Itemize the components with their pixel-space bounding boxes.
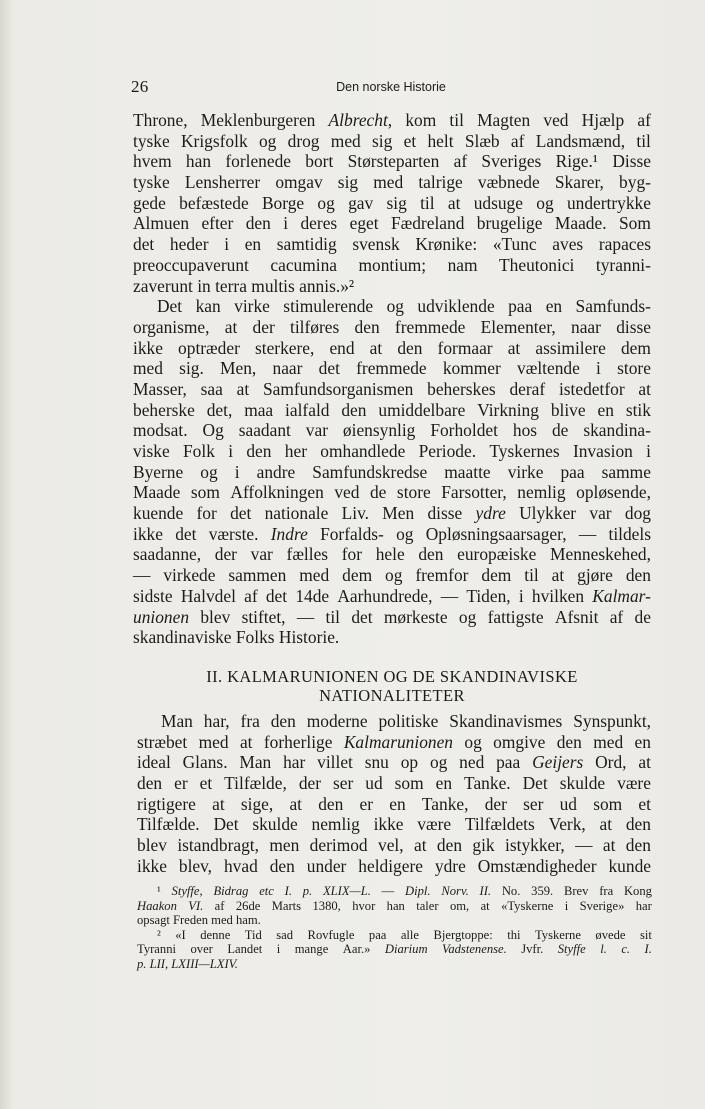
text-line: blev istandbragt, men derimod vel, at den gik istykker, — at den (137, 835, 651, 856)
footnote-line: Haakon VI. af 26de Marts 1380, hvor han taler om, at «Tyskerne i Sverige» har (137, 898, 652, 913)
text-line: med sig. Men, naar det fremmede kommer væltende i store (133, 358, 651, 379)
text-line: tyske Krigsfolk og drog med sig et helt Slæb af Landsmænd, til (133, 130, 651, 151)
text-line: beherske det, maa ialfald den umiddelbare Virkning blive en stik (133, 399, 651, 420)
text-line: den er et Tilfælde, der ser ud som en Tanke. Det skulde være (137, 773, 651, 794)
text-line: skandinaviske Folks Historie. (133, 627, 340, 648)
footnote-line: ² «I denne Tid sad Rovfugle paa alle Bjergtoppe: thi Tyskerne øvede sit (157, 927, 652, 942)
text-line: kuende for det nationale Liv. Men disse ydre Ulykker var dog (133, 503, 651, 524)
text-line: stræbet med at forherlige Kalmarunionen og omgive den med en (137, 731, 651, 752)
text-line: hvem han forlenede bort Størsteparten af Sveriges Rige.¹ Disse (133, 151, 651, 172)
text-line: sidste Halvdel af det 14de Aarhundrede, — Tiden, i hvilken Kalmar- (133, 585, 651, 606)
text-line: rigtigere at sige, at den er en Tanke, der ser ud som et (137, 793, 651, 814)
text-line: Byerne og i andre Samfundskredse maatte virke paa samme (133, 461, 651, 482)
text-line: zaverunt in terra multis annis.»² (133, 275, 355, 296)
text-line: ideal Glans. Man har villet snu op og ned paa Geijers Ord, at (137, 752, 651, 773)
text-line: Man har, fra den moderne politiske Skandinavismes Synspunkt, (161, 711, 651, 731)
text-line: viske Folk i den her omhandlede Periode. Tyskernes Invasion i (133, 441, 651, 461)
text-line: Maade som Affolkningen ved de store Farsotter, nemlig opløsende, (133, 482, 651, 503)
running-title: Den norske Historie (336, 80, 446, 94)
text-line: organisme, at der tilføres den fremmede Elementer, naar disse (133, 316, 651, 337)
text-line: Tilfælde. Det skulde nemlig ikke være Tilfældets Verk, at den (137, 814, 651, 835)
text-line: gede befæstede Borge og gav sig til at udsuge og undertrykke (133, 192, 651, 213)
page-header (131, 77, 651, 99)
section-two-text (137, 711, 651, 877)
chapter-heading-line-1: II. KALMARUNIONEN OG DE SKANDINAVISKE (206, 667, 578, 686)
text-line: Det kan virke stimulerende og udviklende paa en Samfunds- (157, 296, 651, 317)
text-line: Throne, Meklenburgeren Albrecht, kom til Magten ved Hjælp af (133, 110, 651, 130)
text-line: tyske Lensherrer omgav sig med talrige væbnede Skarer, byg- (133, 172, 651, 193)
text-line: ikke blev, hvad den under heldigere ydre Omstændigheder kunde (137, 855, 651, 876)
text-line: preoccupaverunt cacumina montium; nam Theutonici tyranni- (133, 254, 651, 275)
text-line: — virkede sammen med dem og fremfor dem til at gjøre den (133, 565, 651, 586)
text-line: Almuen efter den i deres eget Fædreland brugelige Maade. Som (133, 213, 651, 234)
chapter-heading-line-2: NATIONALITETER (319, 686, 465, 705)
footnote-line: opsagt Freden med ham. (137, 913, 261, 928)
page-number: 26 (131, 77, 149, 96)
text-line: saadanne, der var fælles for hele den europæiske Menneskehed, (133, 544, 651, 565)
text-line: ikke det værste. Indre Forfalds- og Opløsningsaarsager, — tildels (133, 523, 651, 544)
text-line: ikke optræder sterkere, end at den formaar at assimilere dem (133, 337, 651, 358)
text-line: det heder i en samtidig svensk Krønike: «Tunc aves rapaces (133, 234, 651, 255)
section-one-text (133, 110, 651, 648)
text-line: modsat. Og saadant var øiensynlig Forholdet hos de skandina- (133, 420, 651, 441)
text-line: Masser, saa at Samfundsorganismen beherskes deraf istedetfor at (133, 378, 651, 399)
text-line: unionen blev stiftet, — til det mørkeste og fattigste Afsnit af de (133, 606, 651, 627)
footnote-line: Tyranni over Landet i mange Aar.» Diarium Vadstenense. Jvfr. Styffe l. c. I. (137, 942, 652, 957)
footnote-line: ¹ Styffe, Bidrag etc I. p. XLIX—L. — Dipl. Norv. II. No. 359. Brev fra Kong (157, 884, 652, 898)
footnote-line: p. LII, LXIII—LXIV. (137, 956, 238, 971)
footnotes (137, 884, 652, 972)
